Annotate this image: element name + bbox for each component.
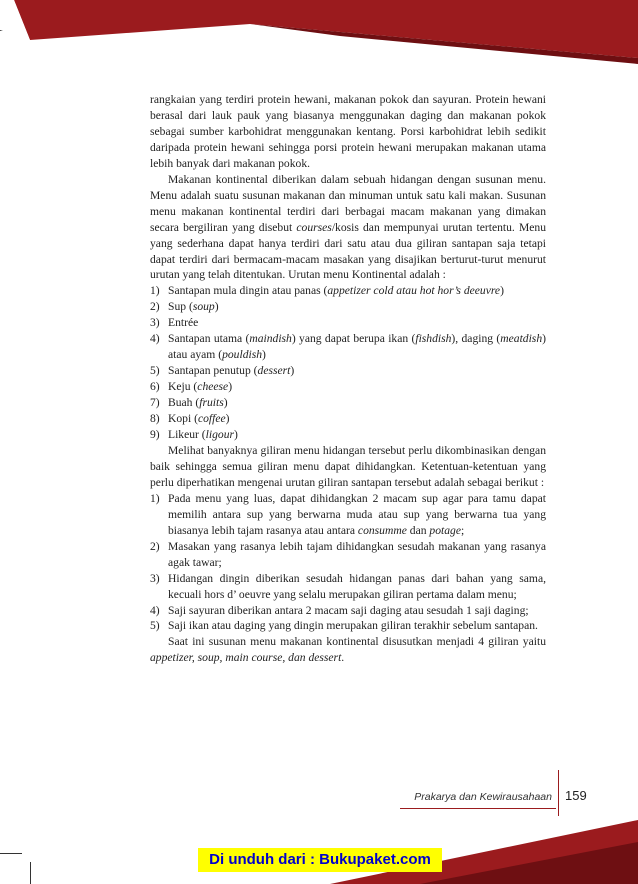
list-item: 9) Likeur (ligour)	[150, 428, 238, 442]
list-item: 1) Santapan mula dingin atau panas (appetizer cold atau hot hor’s deeuvre)	[150, 284, 504, 298]
list-item: 1) Pada menu yang luas, dapat dihidangkan 2 macam sup agar para tamu dapat memilih antara sup yang berwarna muda atau sup yang berwarna tua yang biasanya lebih tajam rasanya atau antara consumme dan potage;	[150, 491, 546, 537]
rules-list	[150, 491, 546, 635]
list-item: 3) Entrée	[150, 316, 199, 330]
page-content	[150, 92, 546, 666]
paragraph: Makanan kontinental diberikan dalam sebuah hidangan dengan susunan menu. Menu adalah suatu susunan makanan dan minuman untuk satu kali makan. Susunan menu makanan kontinental terdiri dari berbagai macam makanan yang dimakan secara bergiliran yang disebut courses/kosis dan mempunyai urutan tertentu. Menu yang sederhana dapat hanya terdiri dari satu atau dua giliran santapan saja tetapi dapat terdiri dari bermacam-macam masakan yang disajikan berturut-turut menurut urutan yang telah ditentukan. Urutan menu Kontinental adalah :	[150, 172, 546, 282]
book-title: Prakarya dan Kewirausahaan	[414, 791, 552, 803]
paragraph: Melihat banyaknya giliran menu hidangan tersebut perlu dikombinasikan dengan baik sehingga semua giliran menu dapat dihidangkan. Ketentuan-ketentuan yang perlu diperhatikan mengenai urutan giliran santapan tersebut adalah sebagai berikut :	[150, 443, 546, 489]
list-item: 2) Sup (soup)	[150, 300, 219, 314]
list-item: 2) Masakan yang rasanya lebih tajam dihidangkan sesudah makanan yang rasanya agak tawar;	[150, 539, 546, 569]
list-item: 4) Santapan utama (maindish) yang dapat berupa ikan (fishdish), daging (meatdish) atau ayam (pouldish)	[150, 332, 546, 362]
list-item: 5) Saji ikan atau daging yang dingin merupakan giliran terakhir sebelum santapan.	[150, 619, 538, 633]
footer-rule	[400, 808, 556, 809]
list-item: 3) Hidangan dingin diberikan sesudah hidangan panas dari bahan yang sama, kecuali hors d’ oeuvre yang selalu merupakan giliran pertama dalam menu;	[150, 571, 546, 601]
list-item: 5) Santapan penutup (dessert)	[150, 364, 295, 378]
header-banner	[0, 0, 638, 64]
list-item: 4) Saji sayuran diberikan antara 2 macam saji daging atau sesudah 1 saji daging;	[150, 603, 529, 617]
page-number: 159	[565, 788, 587, 803]
footer-divider	[558, 770, 559, 816]
list-item: 6) Keju (cheese)	[150, 380, 233, 394]
list-item: 7) Buah (fruits)	[150, 396, 228, 410]
menu-order-list	[150, 283, 546, 443]
download-source-link[interactable]: Di unduh dari : Bukupaket.com	[198, 848, 442, 872]
list-item: 8) Kopi (coffee)	[150, 412, 230, 426]
paragraph: rangkaian yang terdiri protein hewani, makanan pokok dan sayuran. Protein hewani berasal dari lauk pauk yang biasanya menggunakan daging dan makanan pokok sebagai sumber karbohidrat menggunakan kentang. Porsi karbohidrat lebih sedikit daripada protein hewani sehingga porsi protein hewani merupakan makanan utama lebih banyak dari makanan pokok.	[150, 93, 546, 170]
paragraph: Saat ini susunan menu makanan kontinental disusutkan menjadi 4 giliran yaitu appetizer, soup, main course, dan dessert.	[150, 635, 546, 665]
